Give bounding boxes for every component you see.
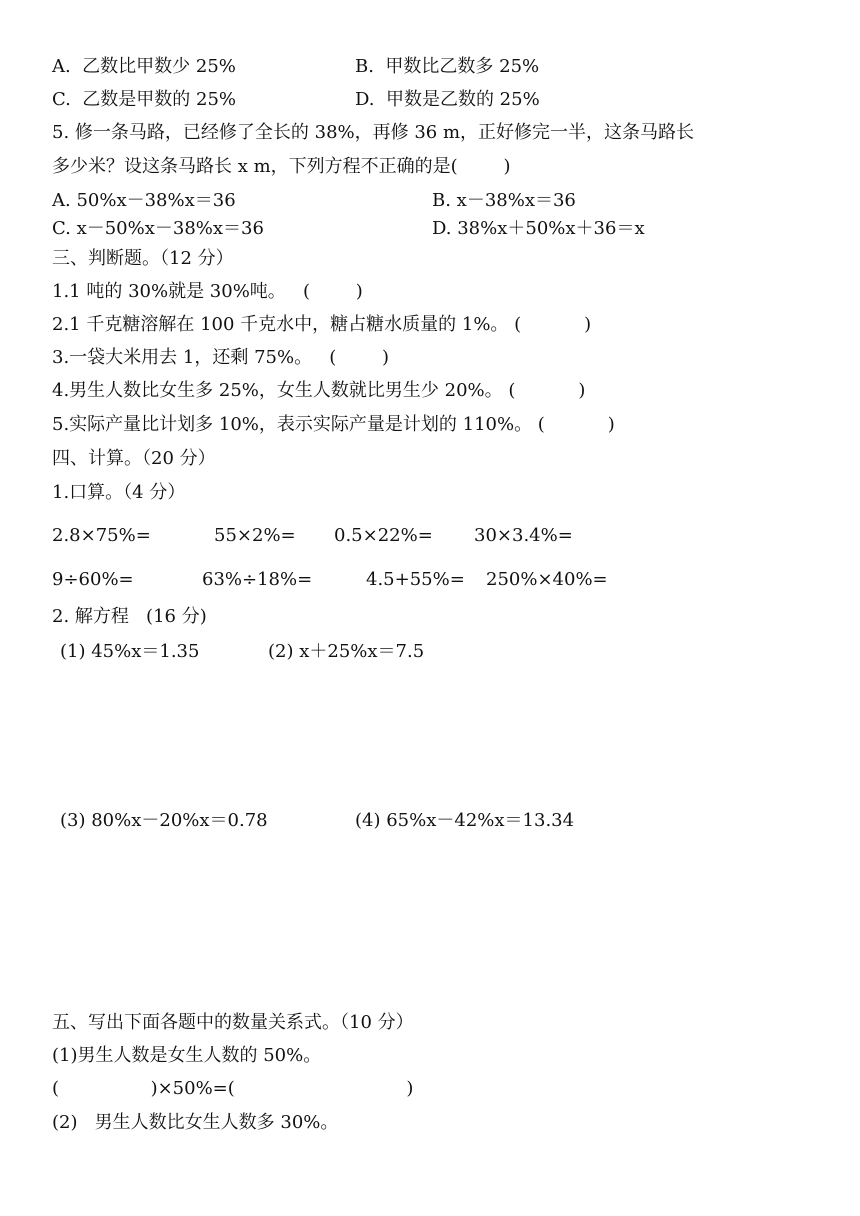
- q4-option-d: D. 甲数是乙数的 25%: [355, 89, 540, 110]
- section3-title: 三、判断题。（12 分）: [52, 248, 234, 269]
- section3-item-1: 1.1 吨的 30%就是 30%吨。 ( ): [52, 281, 363, 302]
- q5-option-d: D. 38%x＋50%x＋36＝x: [432, 218, 645, 239]
- equation-4: (4) 65%x－42%x＝13.34: [355, 810, 575, 831]
- q5-option-c: C. x－50%x－38%x＝36: [52, 218, 264, 239]
- section3-item-3: 3.一袋大米用去 1，还剩 75%。 ( ): [52, 347, 390, 368]
- oral-calc-6: 63%÷18%=: [202, 569, 313, 590]
- q4-option-b: B. 甲数比乙数多 25%: [355, 56, 540, 77]
- oral-calc-5: 9÷60%=: [52, 569, 134, 590]
- equation-3: (3) 80%x－20%x＝0.78: [60, 810, 268, 831]
- oral-calc-8: 250%×40%=: [486, 569, 608, 590]
- q4-option-a: A. 乙数比甲数少 25%: [52, 56, 236, 77]
- oral-calc-3: 0.5×22%=: [334, 525, 433, 546]
- oral-calc-title: 1.口算。（4 分）: [52, 482, 186, 503]
- q5-stem-line1: 5. 修一条马路，已经修了全长的 38%，再修 36 m，正好修完一半，这条马路长: [52, 122, 695, 143]
- equation-2: (2) x＋25%x＝7.5: [268, 641, 425, 662]
- section3-item-4: 4.男生人数比女生多 25%，女生人数就比男生少 20%。 ( ): [52, 380, 586, 401]
- section4-title: 四、计算。（20 分）: [52, 448, 216, 469]
- q4-option-c: C. 乙数是甲数的 25%: [52, 89, 237, 110]
- section5-item-1: (1)男生人数是女生人数的 50%。: [52, 1045, 322, 1066]
- q5-stem-line2: 多少米？设这条马路长 x m，下列方程不正确的是( ): [52, 156, 511, 177]
- section3-item-5: 5.实际产量比计划多 10%，表示实际产量是计划的 110%。 ( ): [52, 414, 615, 435]
- section5-item-1-relation: ( )×50%=( ): [52, 1078, 414, 1099]
- equation-1: (1) 45%x＝1.35: [60, 641, 200, 662]
- equation-title: 2. 解方程 (16 分): [52, 606, 207, 627]
- oral-calc-4: 30×3.4%=: [474, 525, 573, 546]
- q5-option-b: B. x－38%x＝36: [432, 190, 576, 211]
- q5-option-a: A. 50%x－38%x＝36: [52, 190, 236, 211]
- section3-item-2: 2.1 千克糖溶解在 100 千克水中，糖占糖水质量的 1%。 ( ): [52, 314, 592, 335]
- section5-title: 五、写出下面各题中的数量关系式。（10 分）: [52, 1012, 414, 1033]
- section5-item-2: (2) 男生人数比女生人数多 30%。: [52, 1112, 339, 1133]
- oral-calc-1: 2.8×75%=: [52, 525, 151, 546]
- oral-calc-7: 4.5+55%=: [366, 569, 465, 590]
- oral-calc-2: 55×2%=: [214, 525, 296, 546]
